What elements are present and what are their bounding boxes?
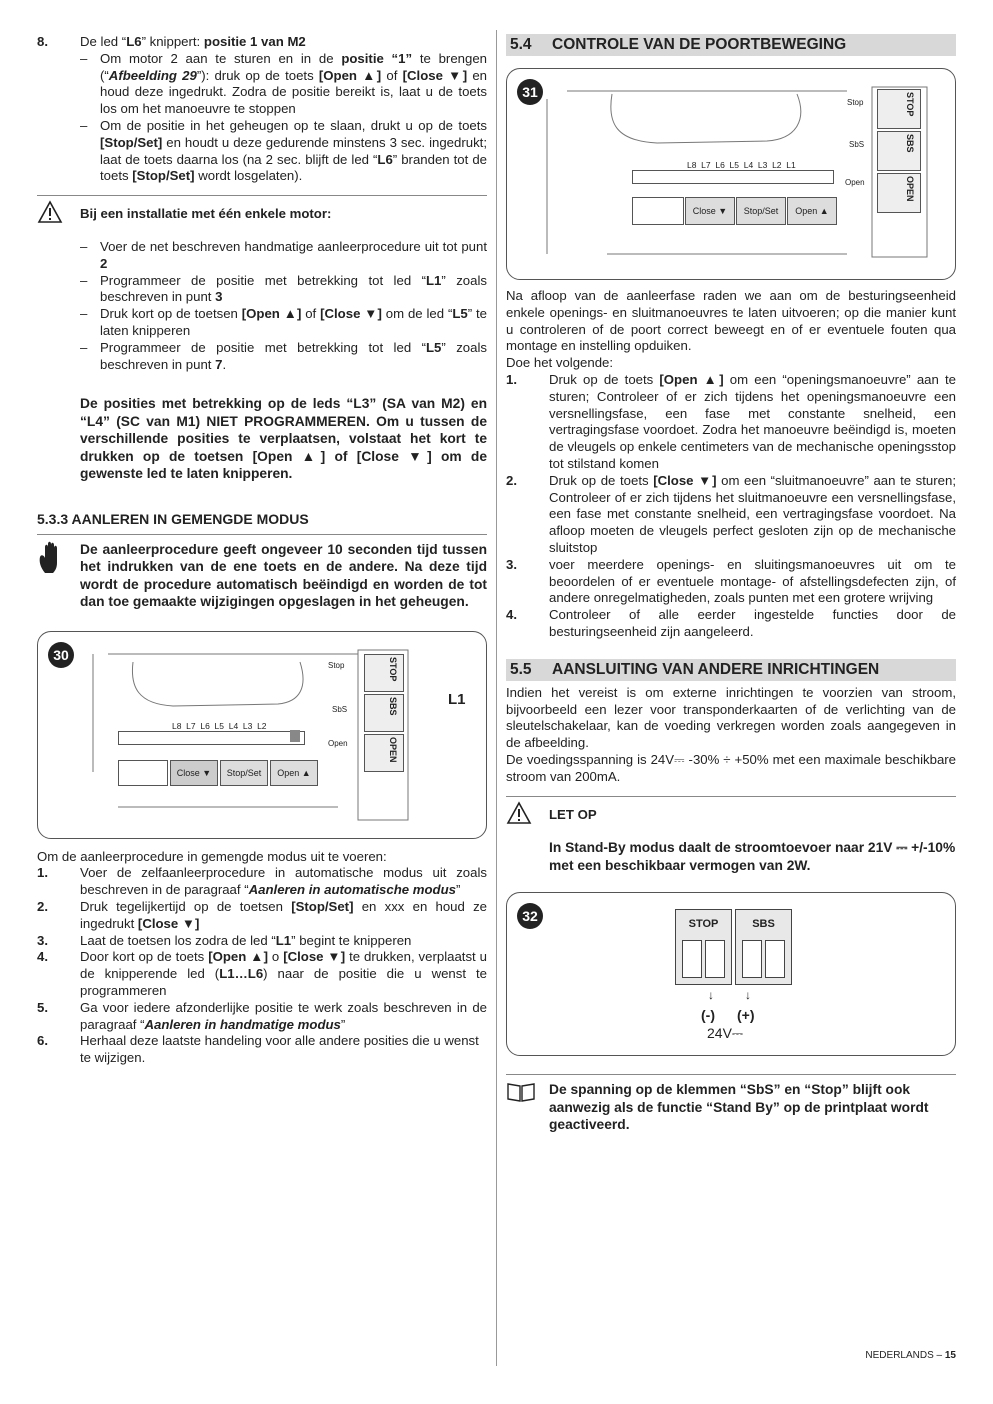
section-54-header: 5.4 CONTROLE VAN DE POORTBEWEGING xyxy=(506,34,956,56)
single-motor-dash-3: – Druk kort op de toetsen [Open ▲] of [Close ▼] om de led “L5” te laten knipperen xyxy=(80,306,487,338)
close-button[interactable]: Close ▼ xyxy=(170,760,218,786)
stop-set-button[interactable]: Stop/Set xyxy=(736,197,786,225)
led-strip xyxy=(632,170,834,184)
figure-badge: 31 xyxy=(517,79,543,105)
figure-31 xyxy=(506,68,956,280)
sbs-terminal: SBS xyxy=(735,909,792,985)
figure-32 xyxy=(506,892,956,1056)
stop-terminal: STOP xyxy=(675,909,732,985)
column-divider xyxy=(496,30,497,1366)
stop-terminal: STOP xyxy=(877,89,921,129)
single-motor-dash-1: – Voer de net beschreven handmatige aanleerprocedure uit tot punt 2 xyxy=(80,238,487,271)
book-icon xyxy=(506,1081,549,1134)
voltage-label: 24V⎓ xyxy=(707,1025,744,1042)
mixed-intro: Om de aanleerprocedure in gemengde modus uit te voeren: xyxy=(37,848,387,864)
positive-label: (+) xyxy=(737,1007,755,1024)
other-devices-text: Indien het vereist is om externe inrichtingen te voorzien van stroom, bijvoorbeeld een lezer voor transponderkaarten of de verlichting van de sleutelschakelaar, kan de voeding verkregen worden zoals aangegeven in de afbeelding. De voedingsspanning is 24V⎓ -30% ÷ +50% met een maximale beschikbare stroom van 200mA. xyxy=(506,684,956,784)
arrow-down-icon: ↓ xyxy=(745,988,751,1003)
open-terminal: OPEN xyxy=(877,173,921,213)
sbs-label: SbS xyxy=(849,140,865,149)
mixed-mode-procedure: Om de aanleerprocedure in gemengde modus uit te voeren: 1. Voer de zelfaanleerprocedure in automatische modus uit zoals beschreven in de paragraaf “Aanleren in automatische modus” 2. Druk tegelijkertijd op de toetsen [Stop/Set] en xxx en houd ze ingedrukt [Close ▼] 3. Laat de toetsen los zodra de led “L1” begint te knipperen 4. Door kort op de toets [Open ▲] o [Close ▼] te drukken, verplaatst u de knipperende led (L1…L6) naar de positie die u wenst te programmeren 5. Ga voor iedere afzonderlijke positie te werk zoals beschreven in de paragraaf “Aanleren in handmatige modus” 6. Herhaal deze laatste handeling voor alle andere posities die u wenst te wijzigen. xyxy=(37,848,487,1066)
right-column xyxy=(506,34,956,1134)
open-label: Open xyxy=(328,738,348,748)
figure-badge: 32 xyxy=(517,903,543,929)
warning-icon xyxy=(37,200,80,229)
open-button[interactable]: Open ▲ xyxy=(787,197,837,225)
page-footer: NEDERLANDS – 15 xyxy=(865,1350,956,1361)
section-55-header: 5.5 AANSLUITING VAN ANDERE INRICHTINGEN xyxy=(506,659,956,681)
open-label: Open xyxy=(845,178,865,187)
stop-label: Stop xyxy=(328,660,345,670)
led-l1-blinking xyxy=(290,730,300,742)
led-labels: L8 L7 L6 L5 L4 L3 L2 xyxy=(172,720,267,731)
single-motor-dash-4: – Programmeer de positie met betrekking tot led “L5” zoals beschreven in punt 7. xyxy=(80,339,487,372)
close-button[interactable]: Close ▼ xyxy=(685,197,735,225)
sbs-terminal: SBS xyxy=(877,131,921,171)
led-labels: L8 L7 L6 L5 L4 L3 L2 L1 xyxy=(687,160,796,170)
open-button[interactable]: Open ▲ xyxy=(270,760,318,786)
warning-icon xyxy=(506,801,549,830)
step-8-dash-1: – Om motor 2 aan te sturen en in de positie “1” te brengen (“Afbeelding 29”): druk op de toets [Open ▲] of [Close ▼] en houd deze ingedrukt. Zodra de positie bereikt is, laat u de toets los om het manoeuvre te stoppen xyxy=(80,50,487,117)
movement-check-text: Na afloop van de aanleerfase raden we aan om de besturingseenheid enkele openings- en sluitmanoeuvres te laten uitvoeren; op die manier kunt u controleren of de poort correct beweegt en of er eventuele fouten qua montage en instelling opduiken. Doe het volgende: 1. Druk op de toets [Open ▲] om een “openingsmanoeuvre” aan te sturen; Controleer of er zich tijdens het openingsmanoeuvre een versnellingsfase, een fase met constante snelheid, een vertragingsfase voordoet. Zodra het manoeuvre beëindigd is, moeten de vleugels op enkele centimeters van de mechanische openingsstop tot stilstand komen 2. Druk op de toets [Close ▼] om een “sluitmanoeuvre” aan te sturen; Controleer of er zich tijdens het sluitmanoeuvre een versnellingsfase, een fase met constante snelheid, een vertragingsfase voordoet. Na afloop moeten de vleugels perfect gesloten zijn op de mechanische sluitstop 3. voer meerdere openings- en sluitingsmanoeuvres uit om te beoordelen of er eventuele montage- of afstellingsdefecten zijn, of andere onregelmatigheden, zoals punten met een grotere wrijving 4. Controleer of alle eerder ingestelde functies door de besturingseenheid zijn aangeleerd. xyxy=(506,288,957,639)
let-op-heading: LET OP xyxy=(506,796,956,830)
stop-set-button[interactable]: Stop/Set xyxy=(220,760,268,786)
left-column xyxy=(37,34,487,1067)
section-533-title: 5.3.3 AANLEREN IN GEMENGDE MODUS xyxy=(37,510,309,527)
hand-stop-icon xyxy=(37,541,80,611)
blank-button xyxy=(632,197,684,225)
step-8-dash-2: – Om de positie in het geheugen op te slaan, drukt u op de toets [Stop/Set] en houdt u deze gedurende minstens 3 sec. ingedrukt; laat de toets daarna los (na 2 sec. blijft de led “L6” branden tot de toets [Stop/Set] wordt losgelaten). xyxy=(80,117,487,184)
step-8-text: De led “L6” knippert: positie 1 van M2 xyxy=(80,34,306,49)
negative-label: (-) xyxy=(701,1007,715,1024)
page-number: 15 xyxy=(944,1350,956,1361)
programming-note: De posities met betrekking op de leds “L3” (SA van M2) en “L4” (SC van M1) NIET PROGRAMMEREN. Om u tussen de verschillende posities te verplaatsen, volstaat het kort te drukken op de toetsen [Open ▲] of [Close ▼] om de gewenste led te laten knipperen. xyxy=(80,396,487,482)
open-terminal: OPEN xyxy=(364,734,404,772)
figure-30 xyxy=(37,631,487,839)
stop-label: Stop xyxy=(847,98,864,107)
sbs-label: SbS xyxy=(332,704,348,714)
step-8 xyxy=(37,34,487,51)
single-motor-heading: Bij een installatie met één enkele motor: xyxy=(37,195,487,229)
standby-voltage-note: De spanning op de klemmen “SbS” en “Stop” blijft ook aanwezig als de functie “Stand By” op de printplaat wordt geactiveerd. xyxy=(506,1074,956,1134)
stop-terminal: STOP xyxy=(364,654,404,692)
sbs-terminal: SBS xyxy=(364,694,404,732)
led-strip xyxy=(118,731,305,745)
blank-button xyxy=(118,760,168,786)
arrow-down-icon: ↓ xyxy=(708,988,714,1003)
timeout-warning: De aanleerprocedure geeft ongeveer 10 seconden tijd tussen het indrukken van de ene toets en de andere. Na deze tijd wordt de procedure automatisch beëindigd en worden de tot dan toe gemaakte wijzigingen opgeslagen in het geheugen. xyxy=(37,534,487,611)
l1-callout: L1 xyxy=(448,690,466,708)
figure-badge: 30 xyxy=(48,642,74,668)
single-motor-dash-2: – Programmeer de positie met betrekking tot led “L1” zoals beschreven in punt 3 xyxy=(80,272,487,305)
standby-note: In Stand-By modus daalt de stroomtoevoer naar 21V ⎓ +/-10% met een beschikbaar vermogen van 2W. xyxy=(549,840,956,873)
step-number: 8. xyxy=(37,34,48,49)
